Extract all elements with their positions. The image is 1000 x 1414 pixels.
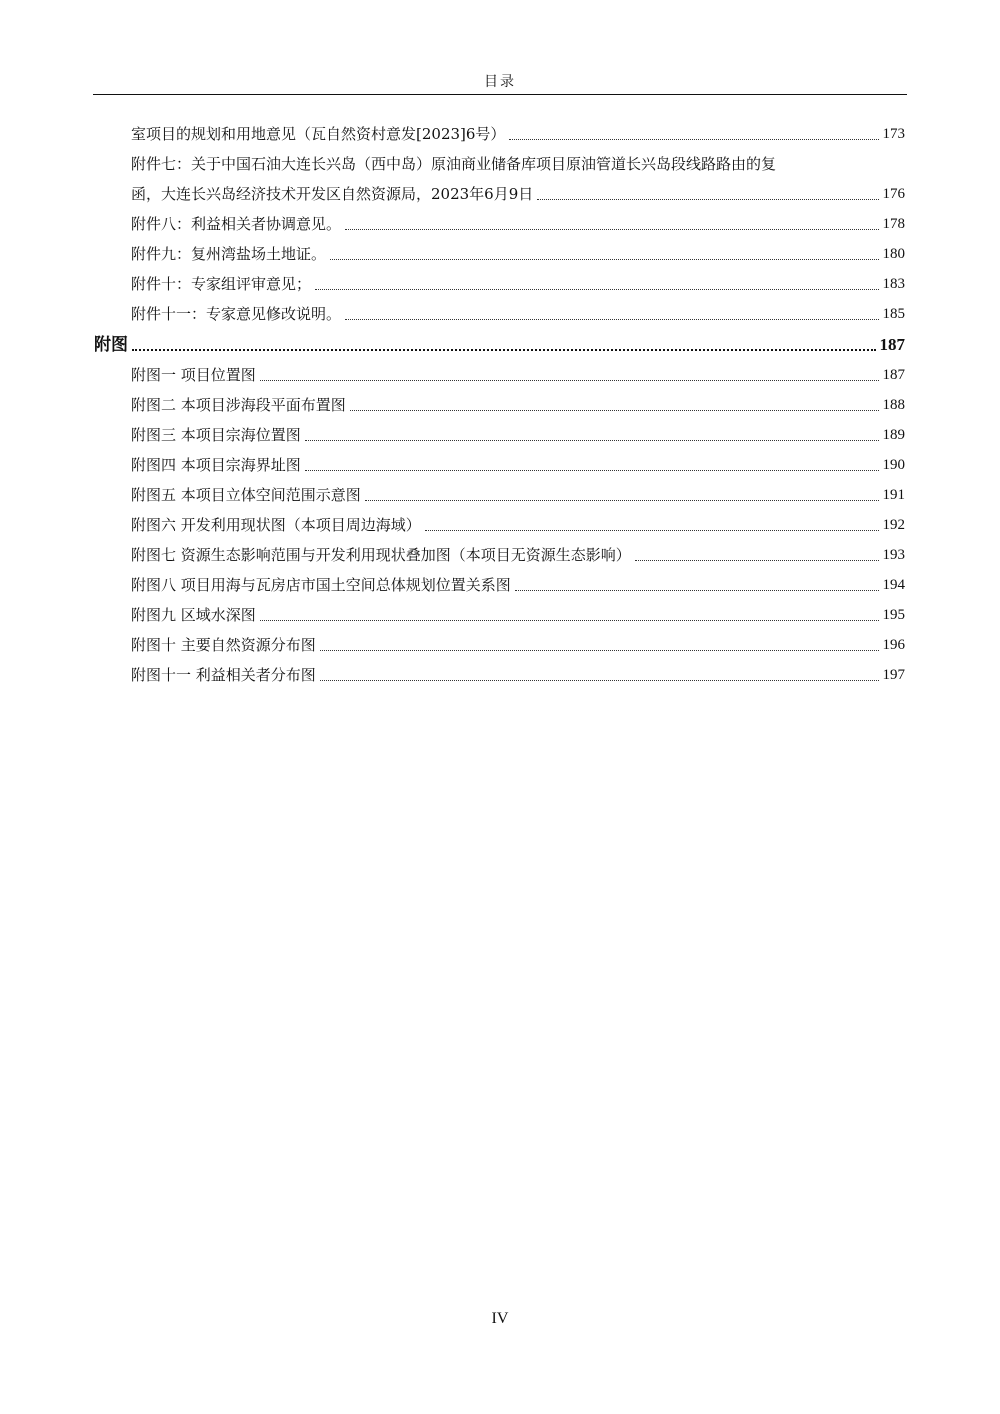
toc-entry-text: 附图七 资源生态影响范围与开发利用现状叠加图（本项目无资源生态影响） [131,546,631,564]
toc-entry[interactable] [131,483,905,507]
toc-entry-page: 187 [882,367,905,383]
dot-leader [305,470,879,471]
toc-entry[interactable] [131,423,905,447]
dot-leader [330,259,878,260]
toc-entry-text: 附图十一 利益相关者分布图 [131,666,316,684]
dot-leader [260,620,879,621]
toc-entry[interactable] [131,543,905,567]
toc-entry[interactable] [131,272,905,296]
toc-entry[interactable] [131,302,905,326]
toc-entry-page: 192 [882,517,905,533]
dot-leader [315,289,878,290]
toc-entry-page: 194 [882,577,905,593]
toc-entry-page: 189 [882,427,905,443]
toc-entry-text: 附件十一：专家意见修改说明。 [131,305,342,323]
toc-section-text: 附图 [94,335,128,355]
toc-entry[interactable] [131,663,905,687]
dot-leader [509,139,878,140]
toc-entry[interactable] [131,122,905,146]
toc-entry-text: 附图一 项目位置图 [131,366,256,384]
dot-leader [345,319,878,320]
dot-leader [365,500,879,501]
dot-leader [132,349,876,351]
toc-entry-text: 附图三 本项目宗海位置图 [131,426,301,444]
toc-entry-page: 176 [882,186,905,202]
toc-entry-text: 函，大连长兴岛经济技术开发区自然资源局，2023年6月9日 [131,185,534,203]
dot-leader [635,560,879,561]
toc-entry-text: 附件八：利益相关者协调意见。 [131,215,342,233]
toc-entry[interactable] [131,212,905,236]
toc-entry-page: 193 [882,547,905,563]
toc-entry-text: 附图五 本项目立体空间范围示意图 [131,486,361,504]
toc-entry-page: 196 [882,637,905,653]
toc-entry-page: 183 [882,276,905,292]
toc-entry-text: 附图二 本项目涉海段平面布置图 [131,396,346,414]
toc-entry-text: 室项目的规划和用地意见（瓦自然资村意发[2023]6号） [131,125,506,143]
dot-leader [350,410,879,411]
toc-entry-page: 197 [882,667,905,683]
toc-entry-page: 173 [882,126,905,142]
toc-entry-text: 附图九 区域水深图 [131,606,256,624]
toc-entry-page: 185 [882,306,905,322]
toc-entry-page: 191 [882,487,905,503]
toc-section-entry[interactable] [94,333,905,357]
header-divider [93,94,907,95]
toc-entry-text: 附件十：专家组评审意见； [131,275,312,293]
running-header-title: 目录 [484,74,516,90]
toc-entry-text: 附件九：复州湾盐场土地证。 [131,245,327,263]
toc-entry[interactable] [131,633,905,657]
toc-section-page: 187 [879,335,905,354]
toc-entry[interactable] [131,453,905,477]
dot-leader [425,530,879,531]
dot-leader [320,650,879,651]
toc-entry[interactable] [131,242,905,266]
toc-entry-page: 195 [882,607,905,623]
toc-entry[interactable] [131,393,905,417]
dot-leader [320,680,879,681]
toc-entry-text: 附图六 开发利用现状图（本项目周边海域） [131,516,421,534]
toc-entry[interactable] [131,363,905,387]
dot-leader [515,590,879,591]
dot-leader [345,229,878,230]
toc-entry-text: 附图四 本项目宗海界址图 [131,456,301,474]
toc-entry[interactable] [131,513,905,537]
dot-leader [260,380,879,381]
toc-entry-text: 附图十 主要自然资源分布图 [131,636,316,654]
toc-entry[interactable] [131,603,905,627]
toc-entry-page: 188 [882,397,905,413]
toc-entry-page: 190 [882,457,905,473]
dot-leader [537,199,878,200]
toc-entry[interactable] [131,182,905,206]
dot-leader [305,440,879,441]
toc-entry-page: 178 [882,216,905,232]
toc-entry-first-line[interactable]: 附件七：关于中国石油大连长兴岛（西中岛）原油商业储备库项目原油管道长兴岛段线路路由的复 [131,155,777,173]
toc-entry[interactable] [131,573,905,597]
toc-entry-page: 180 [882,246,905,262]
toc-entry-text: 附图八 项目用海与瓦房店市国土空间总体规划位置关系图 [131,576,511,594]
page-number: IV [491,1310,509,1327]
